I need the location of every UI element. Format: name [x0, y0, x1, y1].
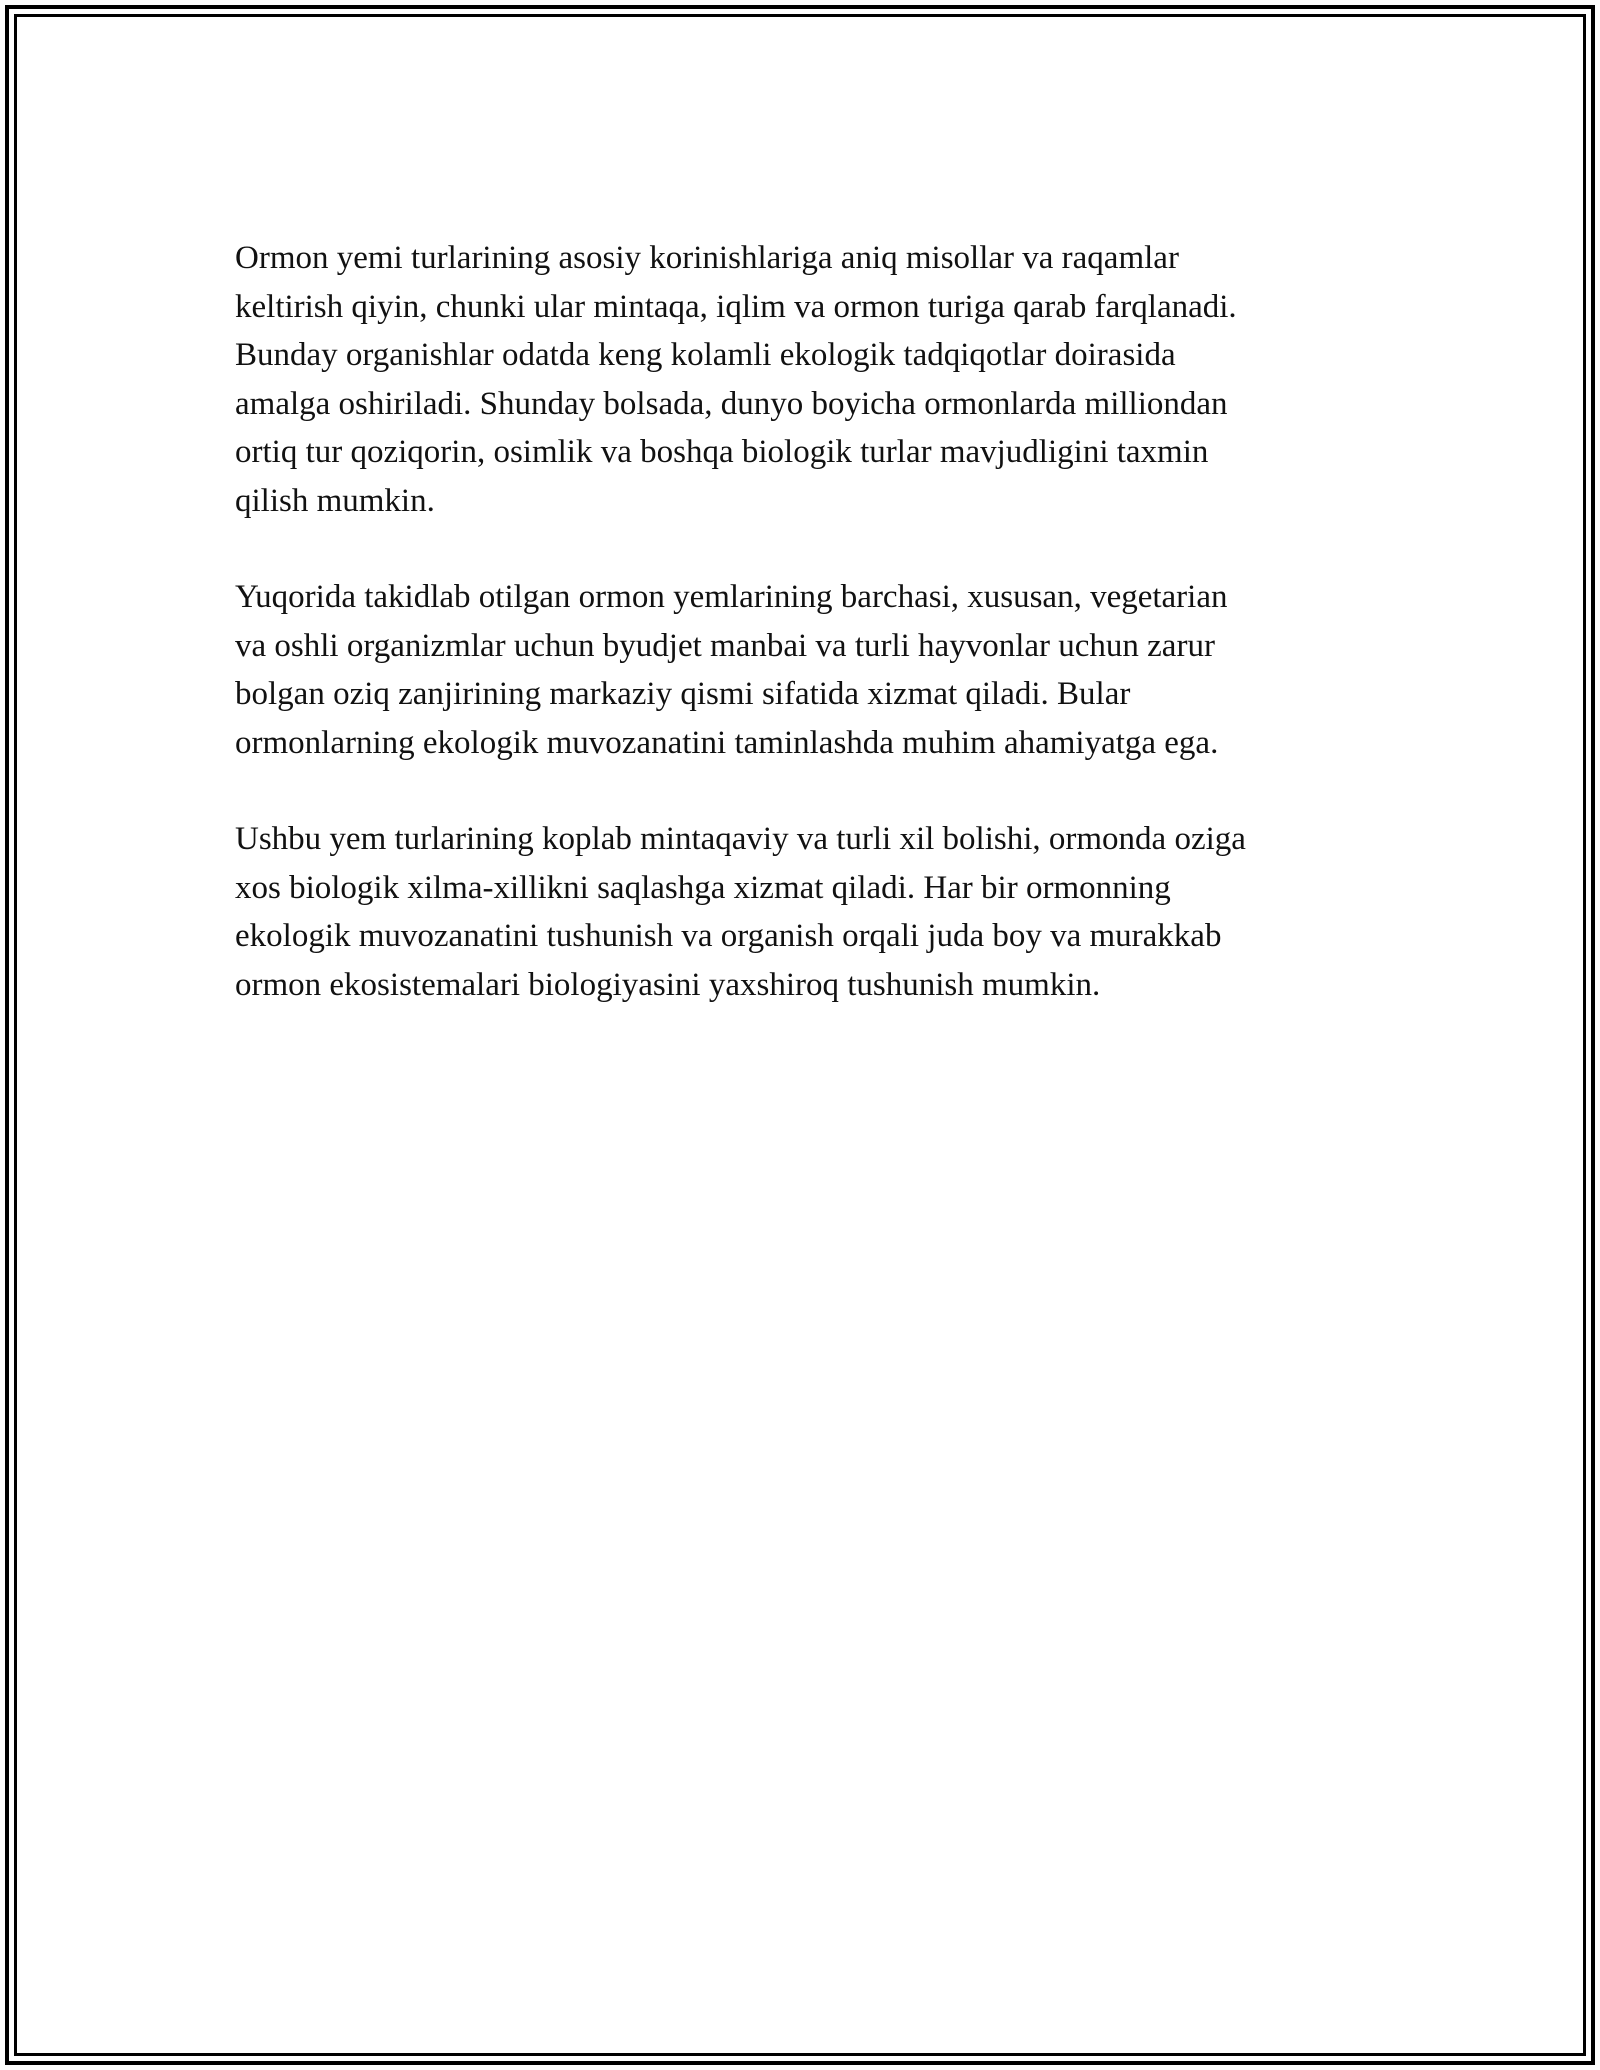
- paragraph-2: Yuqorida takidlab otilgan ormon yemlarining barchasi, xususan, vegetarian va oshli organizmlar uchun byudjet manbai va turli hayvonlar uchun zarur bolgan oziq zanjirining markaziy qismi sifatida xizmat qiladi. Bular ormonlarning ekologik muvozanatini taminlashda muhim ahamiyatga ega.: [235, 579, 1228, 761]
- paragraph-3: Ushbu yem turlarining koplab mintaqaviy va turli xil bolishi, ormonda oziga xos biologik xilma-xillikni saqlashga xizmat qiladi. Har bir ormonning ekologik muvozanatini tushunish va organish orqali juda boy va murakkab ormon ekosistemalari biologiyasini yaxshiroq tushunish mumkin.: [235, 821, 1246, 1003]
- paragraph-1: Ormon yemi turlarining asosiy korinishlariga aniq misollar va raqamlar keltirish qiyin, chunki ular mintaqa, iqlim va ormon turiga qarab farqlanadi. Bunday organishlar odatda keng kolamli ekologik tadqiqotlar doirasida amalga oshiriladi. Shunday bolsada, dunyo boyicha ormonlarda milliondan ortiq tur qoziqorin, osimlik va boshqa biologik turlar mavjudligini taxmin qilish mumkin.: [235, 240, 1237, 519]
- document-body: [235, 234, 1385, 1057]
